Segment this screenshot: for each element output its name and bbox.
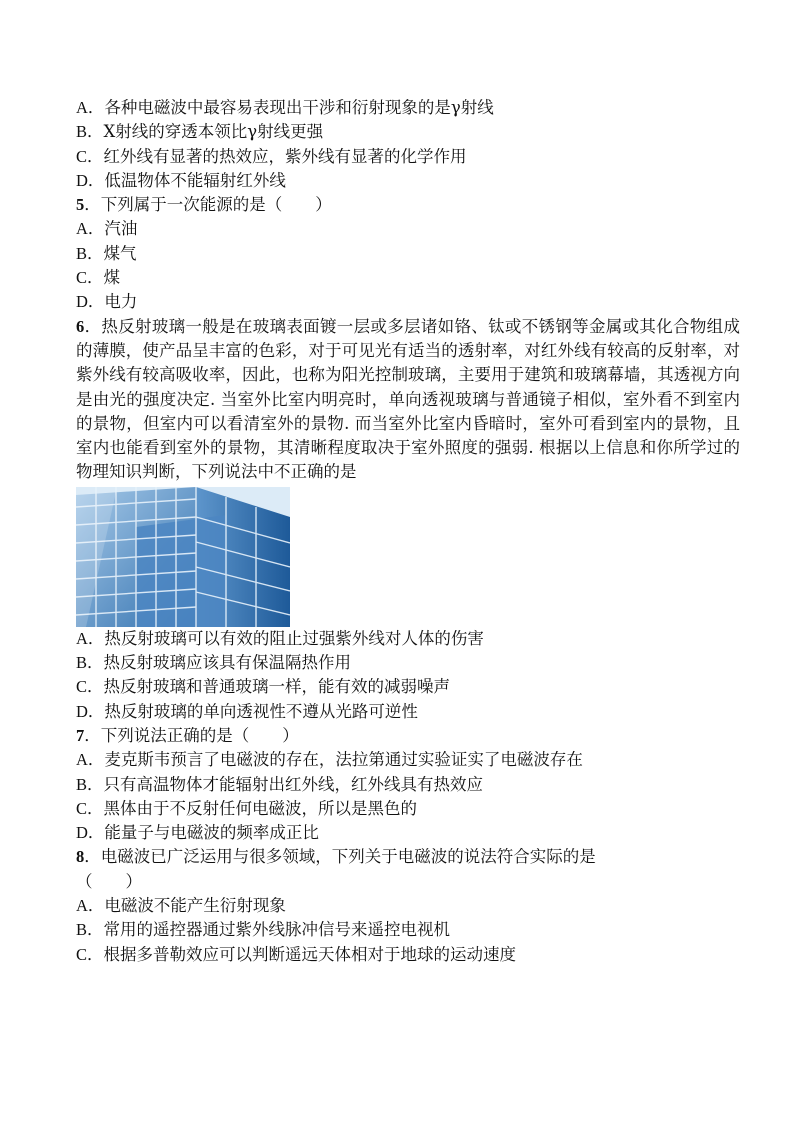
document-page bbox=[76, 96, 740, 967]
q7-stem: 7．下列说法正确的是（ ） bbox=[76, 725, 299, 745]
q7-option-a: A．麦克斯韦预言了电磁波的存在，法拉第通过实验证实了电磁波存在 bbox=[76, 750, 583, 770]
q6-stem: 6．热反射玻璃一般是在玻璃表面镀一层或多层诸如铬、钛或不锈钢等金属或其化合物组成的薄膜，使产品呈丰富的色彩，对于可见光有适当的透射率，对红外线有较高的反射率，对紫外线有较高吸收率，因此，也称为阳光控制玻璃，主要用于建筑和玻璃幕墙，其透视方向是由光的强度决定. 当室外比室内明亮时，单向透视玻璃与普通镜子相似，室外看不到室内的景物，但室内可以看清室外的景物. 而当室外比室内昏暗时，室外可看到室内的景物，且室内也能看到室外的景物，其清晰程度取决于室外照度的强弱. 根据以上信息和你所学过的物理知识判断，下列说法中不正确的是 bbox=[76, 316, 740, 482]
q5-stem: 5．下列属于一次能源的是（ ） bbox=[76, 195, 332, 215]
q8-option-c: C．根据多普勒效应可以判断遥远天体相对于地球的运动速度 bbox=[76, 944, 517, 964]
q4-option-d: D．低温物体不能辐射红外线 bbox=[76, 170, 286, 190]
q6-option-c: C．热反射玻璃和普通玻璃一样，能有效的减弱噪声 bbox=[76, 677, 451, 697]
q7-option-d: D．能量子与电磁波的频率成正比 bbox=[76, 823, 319, 843]
q8-option-a: A．电磁波不能产生衍射现象 bbox=[76, 896, 286, 916]
q7-option-b: B．只有高温物体才能辐射出红外线，红外线具有热效应 bbox=[76, 774, 484, 794]
q8-option-b: B．常用的遥控器通过紫外线脉冲信号来遥控电视机 bbox=[76, 920, 451, 940]
q7-option-c: C．黑体由于不反射任何电磁波，所以是黑色的 bbox=[76, 798, 418, 818]
q6-option-b: B．热反射玻璃应该具有保温隔热作用 bbox=[76, 653, 352, 673]
q5-option-a: A．汽油 bbox=[76, 219, 138, 239]
q5-option-b: B．煤气 bbox=[76, 243, 137, 263]
q4-option-c: C．红外线有显著的热效应，紫外线有显著的化学作用 bbox=[76, 146, 467, 166]
q8-stem: 8．电磁波已广泛运用与很多领域，下列关于电磁波的说法符合实际的是 bbox=[76, 847, 596, 867]
q5-option-c: C．煤 bbox=[76, 268, 121, 288]
q4-option-b: B．X射线的穿透本领比γ射线更强 bbox=[76, 122, 324, 142]
glass-building-icon bbox=[76, 487, 290, 627]
q6-option-d: D．热反射玻璃的单向透视性不遵从光路可逆性 bbox=[76, 701, 418, 721]
q6-option-a: A．热反射玻璃可以有效的阻止过强紫外线对人体的伤害 bbox=[76, 628, 484, 648]
glass-building-photo bbox=[76, 487, 290, 627]
q8-answer-paren: （ ） bbox=[76, 871, 142, 891]
q4-option-a: A．各种电磁波中最容易表现出干涉和衍射现象的是γ射线 bbox=[76, 98, 494, 117]
q5-option-d: D．电力 bbox=[76, 292, 138, 312]
